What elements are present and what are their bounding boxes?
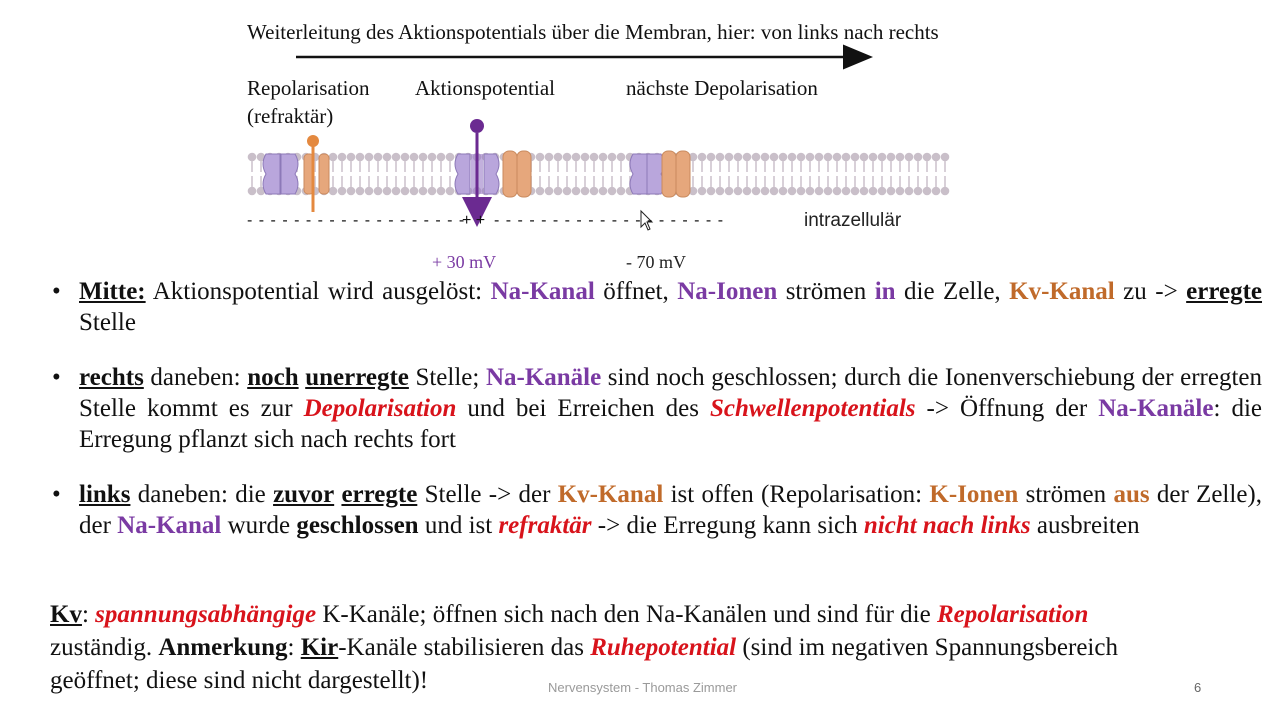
voltage-plus-30: + 30 mV (432, 252, 497, 272)
kv-channel-closed-right (662, 151, 690, 197)
page-number: 6 (1194, 680, 1202, 695)
na-channel-closed-left (263, 154, 298, 194)
label-action-potential: Aktionspotential (415, 76, 555, 100)
bullet-right: • rechts daneben: noch unerregte Stelle; Na-Kanäle sind noch geschlossen; durch die Ionenverschiebung der erregten Stelle kommt es zur Depolarisation und bei Erreichen des Schwellenpotentials -> Öffnung der Na-Kanäle: die Erregung pflanzt sich nach rechts fort (52, 364, 1263, 453)
bullet-left: • links daneben: die zuvor erregte Stelle -> der Kv-Kanal ist offen (Repolarisation: K-Ionen strömen aus der Zelle), der Na-Kanal wurde geschlossen und ist refraktär -> die Erregung kann sich nicht nach links ausbreiten (52, 481, 1262, 539)
label-repolarisation: Repolarisation (247, 76, 370, 100)
kv-channel-closed-mid (503, 151, 531, 197)
label-next-depolarisation: nächste Depolarisation (626, 76, 818, 100)
kv-note: Kv: spannungsabhängige K-Kanäle; öffnen sich nach den Na-Kanälen und sind für die Repolarisation zuständig. Anmerkung: Kir-Kanäle stabilisieren das Ruhepotential (sind im negativen Spannungsbereich geöffnet; diese sind nicht dargestellt)! (50, 601, 1118, 694)
bullet-list (50, 276, 1262, 541)
label-intracellular: intrazellulär (804, 210, 902, 231)
na-channel-closed-right (630, 154, 664, 194)
bullet-middle: • Mitte: Aktionspotential wird ausgelöst: Na-Kanal öffnet, Na-Ionen strömen in die Zelle, Kv-Kanal zu -> erregte Stelle (52, 278, 1263, 336)
footer-text: Nervensystem - Thomas Zimmer (548, 680, 738, 695)
charge-row-left: - - - - - - - - - - - - - - - - - - - (247, 212, 466, 229)
diagram-heading: Weiterleitung des Aktionspotentials über die Membran, hier: von links nach rechts (247, 20, 939, 44)
label-refractory: (refraktär) (247, 104, 334, 128)
charge-plus: + + (462, 212, 486, 229)
lipid-bilayer (248, 153, 950, 196)
charge-row-right: - - - - - - - - - - - - - - - - - - - - (494, 212, 725, 229)
voltage-minus-70: - 70 mV (626, 252, 686, 272)
